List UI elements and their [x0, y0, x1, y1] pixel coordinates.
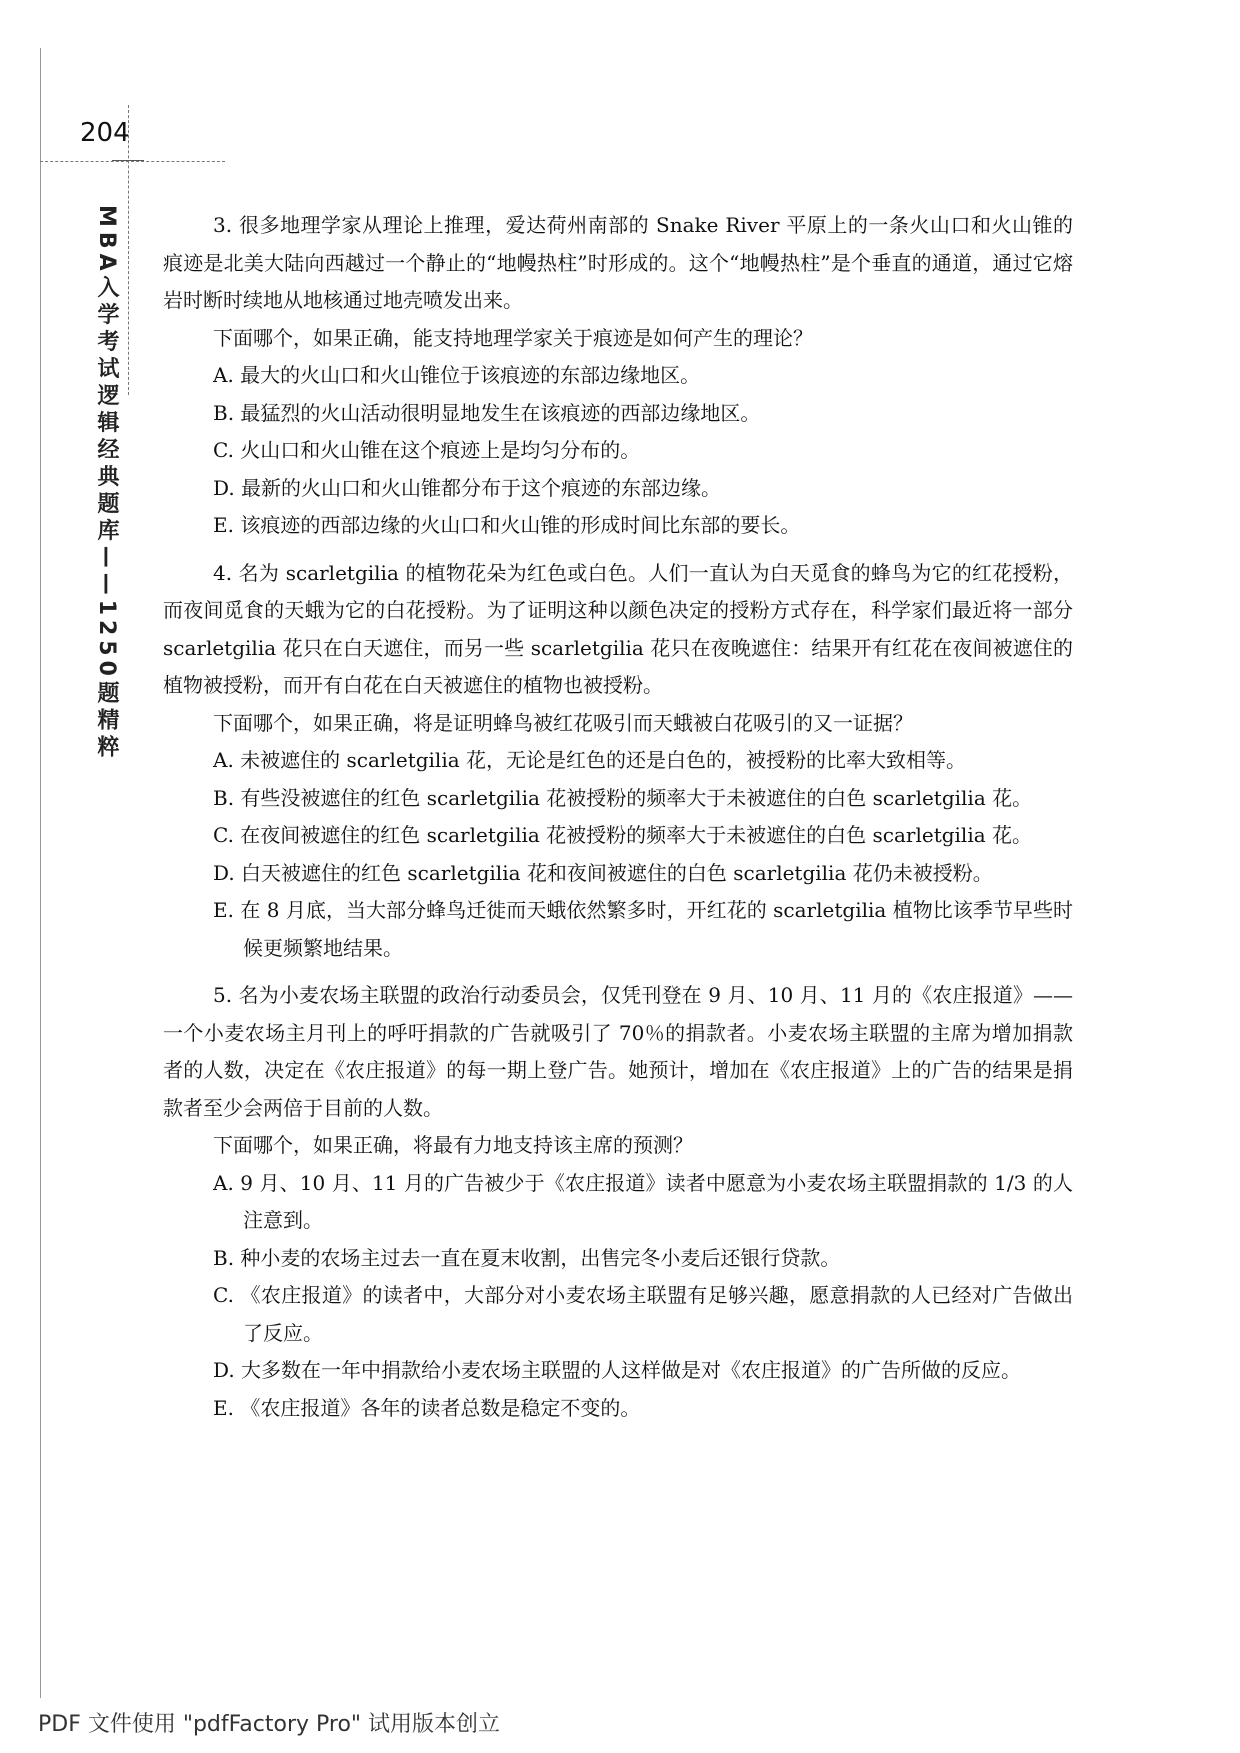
question-stem: 4. 名为 scarletgilia 的植物花朵为红色或白色。人们一直认为白天觅食的蜂鸟为它的红花授粉，而夜间觅食的天蛾为它的白花授粉。为了证明这种以颜色决定的授粉方式存在，科学家们最近将一部分 scarletgilia 花只在白天遮住，而另一些 scarletgilia 花只在夜晚遮住：结果开有红花在夜间被遮住的植物被授粉，而开有白花在白天被遮住的植物也被授粉。 — [163, 560, 1073, 697]
side-title: MBA入学考试逻辑经典题库——1250题精粹 — [94, 205, 119, 762]
question-prompt: 下面哪个，如果正确，能支持地理学家关于痕迹是如何产生的理论？ — [213, 325, 813, 350]
page-number: 204 — [80, 118, 130, 148]
question-prompt: 下面哪个，如果正确，将是证明蜂鸟被红花吸引而天蛾被白花吸引的又一证据？ — [213, 710, 913, 735]
option-c: C. 《农庄报道》的读者中，大部分对小麦农场主联盟有足够兴趣，愿意捐款的人已经对广告做出了反应。 — [213, 1283, 1073, 1345]
option-a: A. 未被遮住的 scarletgilia 花，无论是红色的还是白色的，被授粉的比率大致相等。 — [213, 748, 967, 772]
option-d: D. 大多数在一年中捐款给小麦农场主联盟的人这样做是对《农庄报道》的广告所做的反应。 — [213, 1358, 1022, 1382]
left-margin-rule — [40, 48, 41, 1698]
pdf-watermark-footer: PDF 文件使用 "pdfFactory Pro" 试用版本创立 — [38, 1712, 501, 1737]
option-c: C. 在夜间被遮住的红色 scarletgilia 花被授粉的频率大于未被遮住的白色 scarletgilia 花。 — [213, 823, 1033, 847]
question-4 — [163, 555, 1073, 968]
header-cross-mark — [112, 160, 144, 161]
option-a: A. 9 月、10 月、11 月的广告被少于《农庄报道》读者中愿意为小麦农场主联盟捐款的 1/3 的人注意到。 — [213, 1170, 1073, 1232]
option-b: B. 种小麦的农场主过去一直在夏末收割，出售完冬小麦后还银行贷款。 — [213, 1245, 841, 1270]
option-e: E. 在 8 月底，当大部分蜂鸟迁徙而天蛾依然繁多时，开红花的 scarletgilia 植物比该季节早些时候更频繁地结果。 — [213, 898, 1073, 960]
option-d: D. 白天被遮住的红色 scarletgilia 花和夜间被遮住的白色 scarletgilia 花仍未被授粉。 — [213, 860, 993, 885]
option-c: C. 火山口和火山锥在这个痕迹上是均匀分布的。 — [213, 438, 641, 462]
option-b: B. 有些没被遮住的红色 scarletgilia 花被授粉的频率大于未被遮住的白色 scarletgilia 花。 — [213, 785, 1033, 810]
option-d: D. 最新的火山口和火山锥都分布于这个痕迹的东部边缘。 — [213, 475, 722, 500]
question-stem: 5. 名为小麦农场主联盟的政治行动委员会，仅凭刊登在 9 月、10 月、11 月的《农庄报道》——一个小麦农场主月刊上的呼吁捐款的广告就吸引了 70％的捐款者。小麦农场主联盟的主席为增加捐款者的人数，决定在《农庄报道》的每一期上登广告。她预计，增加在《农庄报道》上的广告的结果是捐款者至少会两倍于目前的人数。 — [163, 983, 1073, 1120]
option-e: E. 《农庄报道》各年的读者总数是稳定不变的。 — [213, 1395, 641, 1420]
option-a: A. 最大的火山口和火山锥位于该痕迹的东部边缘地区。 — [213, 363, 701, 387]
header-vertical-rule — [128, 105, 129, 395]
option-e: E. 该痕迹的西部边缘的火山口和火山锥的形成时间比东部的要长。 — [213, 513, 801, 537]
header-rule — [40, 161, 225, 162]
question-prompt: 下面哪个，如果正确，将最有力地支持该主席的预测？ — [213, 1133, 693, 1157]
question-stem: 3. 很多地理学家从理论上推理，爱达荷州南部的 Snake River 平原上的一条火山口和火山锥的痕迹是北美大陆向西越过一个静止的“地幔热柱”时形成的。这个“地幔热柱”是个垂直的通道，通过它熔岩时断时续地从地核通过地壳喷发出来。 — [163, 213, 1073, 312]
question-5 — [163, 977, 1073, 1427]
question-3 — [163, 207, 1073, 545]
option-b: B. 最猛烈的火山活动很明显地发生在该痕迹的西部边缘地区。 — [213, 400, 761, 425]
page-content — [163, 207, 1073, 1437]
